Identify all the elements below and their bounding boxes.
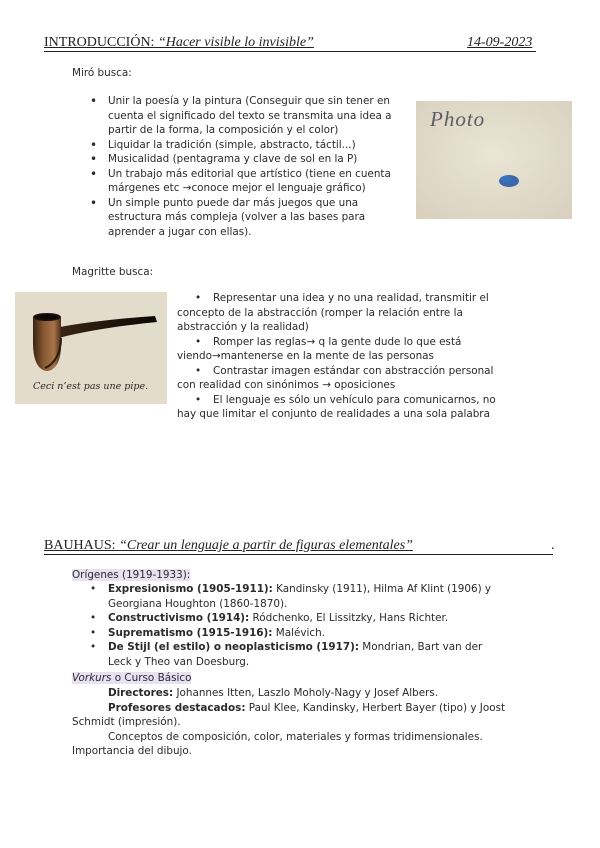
magritte-painting bbox=[15, 292, 167, 404]
list-item bbox=[177, 291, 505, 335]
concepts-line: Conceptos de composición, color, materiales y formas tridimensionales. Importancia del dibujo. bbox=[72, 730, 483, 757]
movement-name: Expresionismo (1905-1911): bbox=[108, 583, 273, 595]
bullet-dot: • bbox=[90, 641, 97, 653]
movement-name: Suprematismo (1915-1916): bbox=[108, 626, 273, 639]
list-item bbox=[90, 582, 508, 611]
list-item bbox=[90, 611, 508, 626]
list-item-text: Romper las reglas→ q la gente dude lo que está viendo→mantenerse en la mente de las personas bbox=[177, 335, 462, 362]
list-item bbox=[177, 393, 505, 422]
origins-title-wrap bbox=[72, 568, 190, 583]
bullet-dot: • bbox=[90, 583, 97, 595]
directors-label: Directores: bbox=[108, 687, 174, 699]
vorkurs-title bbox=[72, 672, 191, 684]
movement-detail: Kandinsky (1911), Hilma Af Klint (1906) y Georgiana Houghton (1860-1870). bbox=[108, 583, 492, 610]
heading-underline bbox=[44, 554, 553, 555]
bauhaus-heading-end: . bbox=[551, 538, 555, 553]
list-item-text: Contrastar imagen estándar con abstracción personal con realidad con sinónimos → oposiciones bbox=[177, 364, 494, 391]
directors-text: Johannes Itten, Laszlo Moholy-Nagy y Josef Albers. bbox=[173, 687, 439, 699]
intro-heading-quote: “Hacer visible lo invisible” bbox=[157, 35, 314, 50]
pipe-caption: Ceci n’est pas une pipe. bbox=[33, 381, 149, 392]
list-item: • Unir la poesía y la pintura (Conseguir que sin tener en cuenta el significado del texto se transmita una idea a partir de la forma, la composición y el color) bbox=[90, 94, 406, 138]
list-item-text: Representar una idea y no una realidad, transmitir el concepto de la abstracción (romper la relación entre la abstracción y la realidad) bbox=[177, 292, 489, 333]
bullet-dot: • bbox=[195, 292, 202, 304]
movement-name: Constructivismo (1914): bbox=[108, 612, 250, 624]
list-item: • Un trabajo más editorial que artístico (tiene en cuenta márgenes etc →conoce mejor el lenguaje gráfico) bbox=[90, 167, 406, 196]
bauhaus-heading-quote: “Crear un lenguaje a partir de figuras elementales” bbox=[119, 538, 413, 553]
miro-intro: Miró busca: bbox=[72, 67, 132, 79]
miro-painting bbox=[416, 101, 572, 219]
bullet-dot: • bbox=[90, 612, 97, 624]
list-item bbox=[177, 335, 505, 364]
bullet-dot: • bbox=[195, 335, 202, 348]
professors-label: Profesores destacados: bbox=[108, 701, 246, 714]
bauhaus-heading bbox=[44, 538, 413, 554]
vorkurs-body bbox=[72, 686, 522, 759]
miro-script-text: Photo bbox=[430, 107, 486, 131]
intro-heading bbox=[44, 35, 314, 51]
movement-detail: Malévich. bbox=[272, 626, 325, 639]
movement-detail: Mondrian, Bart van der Leck y Theo van Doesburg. bbox=[108, 641, 483, 668]
professors-line bbox=[72, 701, 522, 730]
date: 14-09-2023 bbox=[467, 35, 533, 50]
movement-detail: Ródchenko, El Lissitzky, Hans Richter. bbox=[249, 612, 449, 624]
list-item bbox=[90, 640, 508, 669]
list-item-text: El lenguaje es sólo un vehículo para comunicarnos, no hay que limitar el conjunto de realidades a una sola palabra bbox=[177, 393, 496, 420]
heading-underline bbox=[44, 51, 536, 52]
list-item: • Musicalidad (pentagrama y clave de sol en la P) bbox=[90, 152, 406, 167]
bullet-dot: • bbox=[195, 364, 202, 377]
vorkurs-title-wrap bbox=[72, 671, 191, 686]
directors-line bbox=[72, 686, 522, 701]
bauhaus-heading-label: BAUHAUS: bbox=[44, 538, 116, 553]
list-item: • Un simple punto puede dar más juegos que una estructura más compleja (volver a las bases para aprender a jugar con ellas). bbox=[90, 196, 406, 240]
professors-text: Paul Klee, Kandinsky, Herbert Bayer (tipo) y Joost Schmidt (impresión). bbox=[72, 701, 506, 728]
origins-title: Orígenes (1919-1933): bbox=[72, 569, 191, 581]
magritte-list bbox=[177, 291, 505, 422]
origins-list bbox=[90, 582, 508, 669]
movement-name: De Stijl (el estilo) o neoplasticismo (1917): bbox=[108, 641, 359, 653]
miro-list bbox=[90, 94, 406, 239]
list-item bbox=[90, 626, 508, 641]
list-item: • Liquidar la tradición (simple, abstracto, táctil...) bbox=[90, 138, 406, 153]
bullet-dot: • bbox=[195, 393, 202, 406]
bullet-dot: • bbox=[90, 626, 97, 639]
vorkurs-rest: o Curso Básico bbox=[111, 672, 192, 684]
list-item bbox=[177, 364, 505, 393]
intro-heading-label: INTRODUCCIÓN: bbox=[44, 35, 155, 50]
vorkurs-italic: Vorkurs bbox=[72, 672, 112, 684]
magritte-intro: Magritte busca: bbox=[72, 266, 154, 278]
